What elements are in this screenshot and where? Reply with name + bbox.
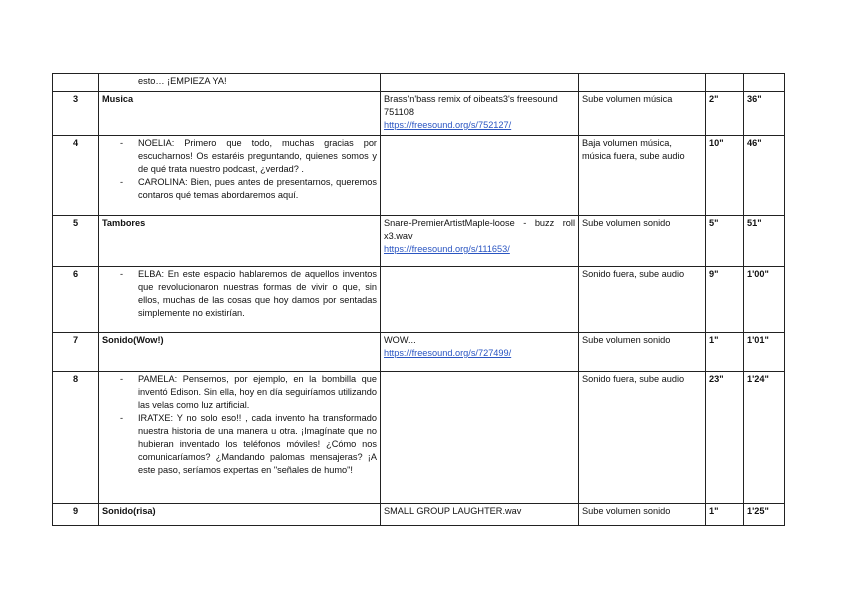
- duration-cell: 2": [706, 92, 744, 136]
- resource-cell: [381, 216, 579, 267]
- table-row: [53, 92, 785, 136]
- table-row: [53, 504, 785, 526]
- dialog-list: [102, 137, 377, 202]
- duration-cell: 9": [706, 267, 744, 333]
- resource-cell: [381, 92, 579, 136]
- row-number: 9: [53, 504, 99, 526]
- row-number: 4: [53, 136, 99, 216]
- duration-cell: 23": [706, 372, 744, 504]
- resource-cell: [381, 372, 579, 504]
- duration-cell: 1": [706, 504, 744, 526]
- total-time-cell: 1'25": [744, 504, 785, 526]
- action-cell: Sube volumen sonido: [579, 333, 706, 372]
- table-row: [53, 136, 785, 216]
- dialog-line: - PAMELA: Pensemos, por ejemplo, en la bombilla que inventó Edison. Sin ella, hoy en día seguiríamos utilizando las velas como luz artificial.: [138, 373, 377, 412]
- row-number: 8: [53, 372, 99, 504]
- content-cell: [99, 136, 381, 216]
- resource-cell: [381, 136, 579, 216]
- dialog-list: [102, 268, 377, 320]
- duration-cell: [706, 74, 744, 92]
- resource-cell: [381, 74, 579, 92]
- dialog-line: - IRATXE: Y no solo eso!! , cada invento ha transformado nuestra historia de una manera u otra. ¡Imagínate que no hubieran inventado los teléfonos móviles! ¿Cómo nos comunicaríamos? ¿Mandando palomas mensajeras? ¡A este paso, seríamos expertas en "señales de humo"!: [138, 412, 377, 477]
- total-time-cell: 46": [744, 136, 785, 216]
- dialog-continuation: esto… ¡EMPIEZA YA!: [138, 76, 227, 86]
- dialog-line: - CAROLINA: Bien, pues antes de presentarnos, queremos contaros qué temas abordaremos aquí.: [138, 176, 377, 202]
- total-time-cell: 1'00": [744, 267, 785, 333]
- row-number: 5: [53, 216, 99, 267]
- resource-title: SMALL GROUP LAUGHTER.wav: [384, 506, 522, 516]
- resource-title: WOW...: [384, 335, 416, 345]
- resource-title: Brass'n'bass remix of oibeats3's freesound 751108: [384, 94, 558, 117]
- dialog-line: - ELBA: En este espacio hablaremos de aquellos inventos que revolucionaron nuestras formas de vivir o que, sin ellos, muchas de las cosas que hoy damos por sentadas simplemente no existirían.: [138, 268, 377, 320]
- action-cell: Sube volumen sonido: [579, 216, 706, 267]
- total-time-cell: [744, 74, 785, 92]
- row-number: 6: [53, 267, 99, 333]
- section-title: Sonido(Wow!): [99, 333, 381, 372]
- table-row: [53, 216, 785, 267]
- content-cell: [99, 267, 381, 333]
- total-time-cell: 36": [744, 92, 785, 136]
- total-time-cell: 1'24": [744, 372, 785, 504]
- action-cell: Sube volumen música: [579, 92, 706, 136]
- resource-cell: [381, 267, 579, 333]
- table-row: [53, 74, 785, 92]
- duration-cell: 5": [706, 216, 744, 267]
- content-cell: [99, 372, 381, 504]
- resource-title: Snare-PremierArtistMaple-loose - buzz roll x3.wav: [384, 218, 575, 241]
- resource-link[interactable]: https://freesound.org/s/111653/: [384, 244, 510, 254]
- total-time-cell: 1'01": [744, 333, 785, 372]
- action-cell: Baja volumen música, música fuera, sube audio: [579, 136, 706, 216]
- action-cell: Sonido fuera, sube audio: [579, 267, 706, 333]
- action-cell: Sube volumen sonido: [579, 504, 706, 526]
- row-number: [53, 74, 99, 92]
- action-cell: Sonido fuera, sube audio: [579, 372, 706, 504]
- section-title: Tambores: [99, 216, 381, 267]
- row-number: 7: [53, 333, 99, 372]
- duration-cell: 1": [706, 333, 744, 372]
- resource-link[interactable]: https://freesound.org/s/752127/: [384, 120, 512, 130]
- table-row: [53, 267, 785, 333]
- resource-cell: [381, 504, 579, 526]
- table-row: [53, 372, 785, 504]
- content-cell: [99, 74, 381, 92]
- row-number: 3: [53, 92, 99, 136]
- resource-cell: [381, 333, 579, 372]
- action-cell: [579, 74, 706, 92]
- resource-link[interactable]: https://freesound.org/s/727499/: [384, 348, 512, 358]
- dialog-list: [102, 373, 377, 477]
- section-title: Sonido(risa): [99, 504, 381, 526]
- duration-cell: 10": [706, 136, 744, 216]
- total-time-cell: 51": [744, 216, 785, 267]
- table-row: [53, 333, 785, 372]
- section-title: Musica: [99, 92, 381, 136]
- podcast-script-table: [52, 73, 785, 526]
- dialog-line: - NOELIA: Primero que todo, muchas gracias por escucharnos! Os estaréis preguntando, quienes somos y de qué trata nuestro podcast, ¿verdad? .: [138, 137, 377, 176]
